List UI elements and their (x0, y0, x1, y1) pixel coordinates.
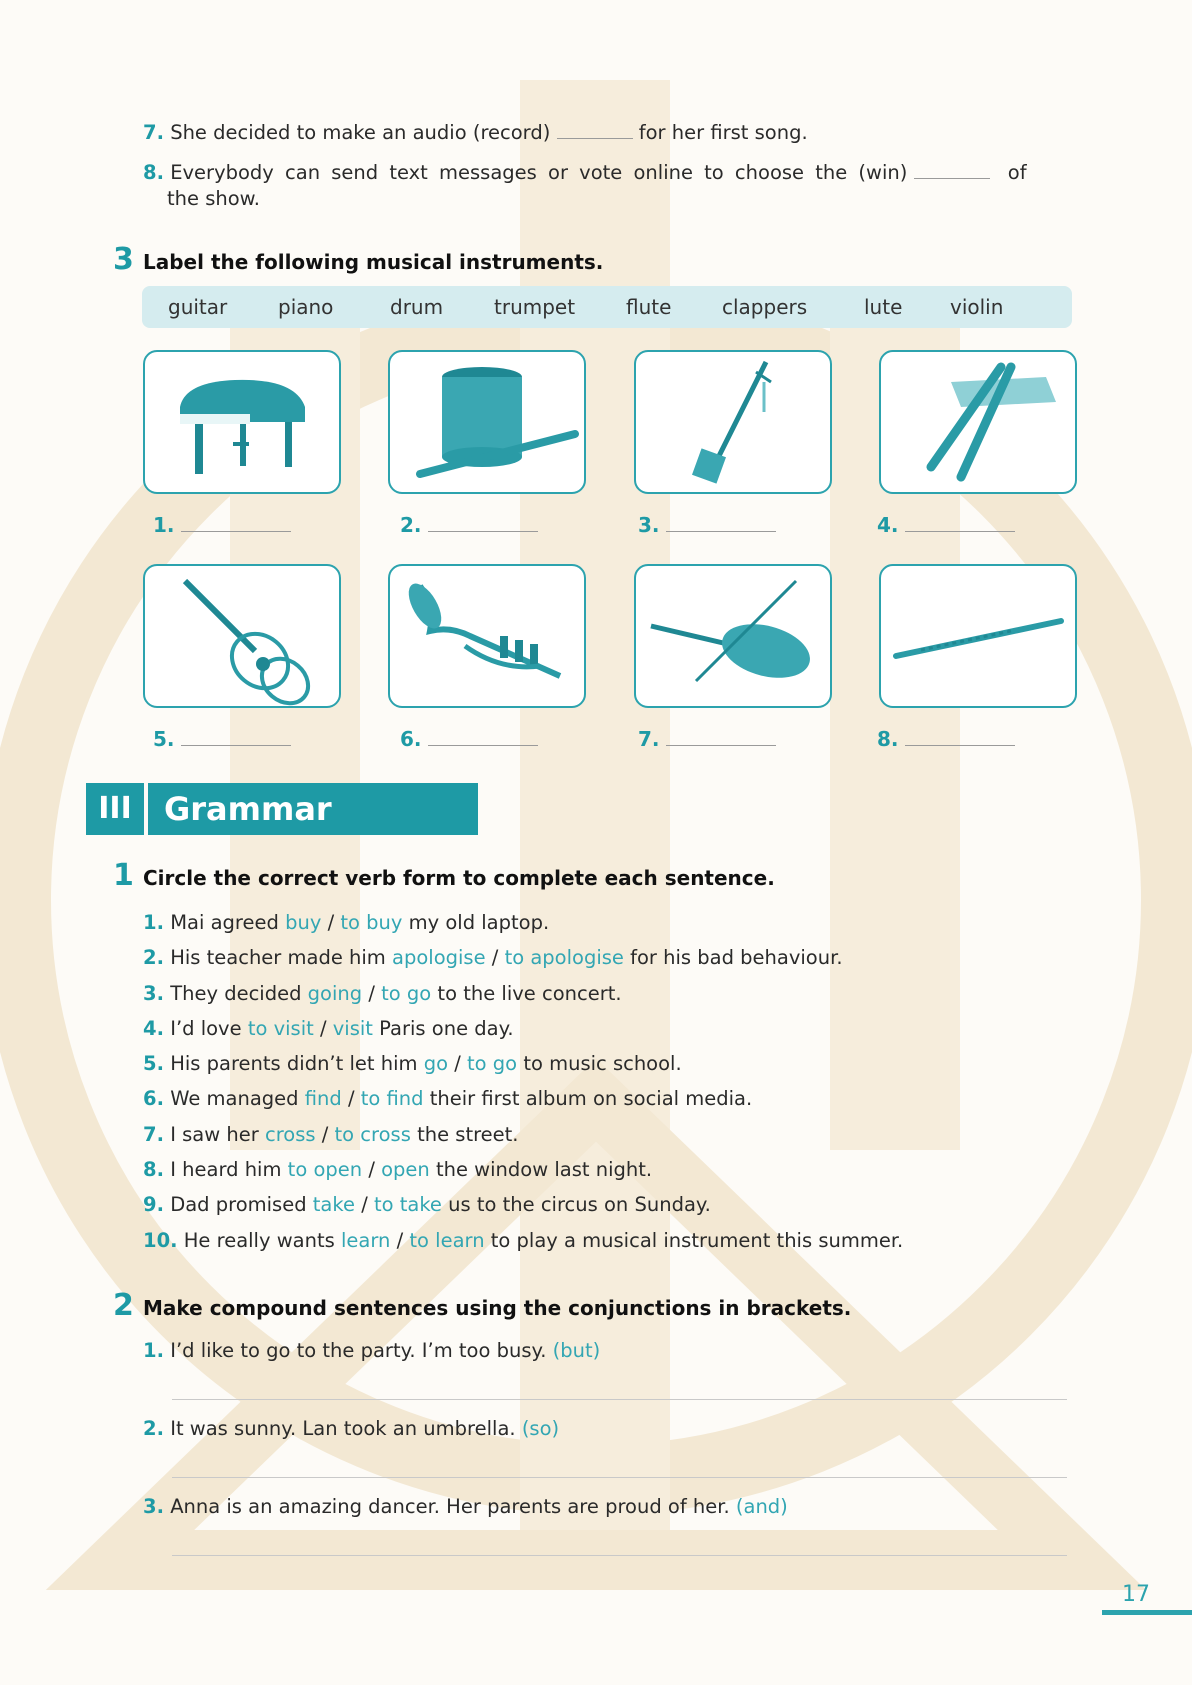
answer-blank[interactable] (181, 531, 291, 532)
item-text: Dad promised (170, 1193, 307, 1217)
item-text: I heard him (170, 1158, 282, 1182)
verb-option[interactable]: buy (285, 911, 322, 934)
verb-option[interactable]: to take (373, 1193, 442, 1217)
exercise-number: 1 (113, 858, 134, 893)
item-text: their first album on social media. (429, 1087, 753, 1111)
item-number: 4. (143, 1016, 164, 1040)
compound-item-2 (143, 1416, 559, 1442)
option-separator: / (347, 1087, 355, 1111)
word-bank-item: violin (950, 295, 1004, 319)
verb-option[interactable]: to open (287, 1158, 363, 1182)
word-bank-item: lute (864, 295, 903, 319)
item-text: to music school. (523, 1052, 682, 1076)
item-text: I saw her (170, 1122, 259, 1146)
word-bank-item: guitar (168, 295, 228, 319)
exercise-instruction: Label the following musical instruments. (143, 250, 604, 274)
option-separator: / (396, 1228, 404, 1252)
item-number: 5. (143, 1052, 164, 1076)
item-text: to play a musical instrument this summer. (490, 1228, 904, 1252)
word-bank-item: clappers (722, 295, 808, 319)
item-text: to the live concert. (437, 981, 622, 1005)
picture-box-8 (879, 564, 1077, 708)
item-text: the street. (417, 1122, 519, 1146)
list-item (143, 1157, 903, 1192)
grammar-2-heading (113, 1288, 852, 1323)
word-bank-item: flute (626, 295, 672, 319)
answer-blank[interactable] (428, 745, 538, 746)
verb-option[interactable]: learn (340, 1228, 391, 1252)
item-number: 8. (143, 1158, 164, 1182)
verb-option[interactable]: apologise (392, 946, 486, 970)
picture-box-7 (634, 564, 832, 708)
picture-box-3 (634, 350, 832, 494)
verb-option[interactable]: to cross (334, 1122, 411, 1146)
item-text: His teacher made him (170, 946, 386, 970)
verb-option[interactable]: open (381, 1158, 430, 1182)
list-item (143, 1192, 903, 1227)
label-1 (153, 513, 291, 537)
option-separator: / (327, 911, 335, 934)
grammar-1-heading (113, 858, 775, 893)
answer-blank[interactable] (181, 745, 291, 746)
item-text: It was sunny. Lan took an umbrella. (170, 1417, 516, 1440)
prev-item-8-cont: the show. (167, 187, 261, 210)
verb-option[interactable]: go (423, 1052, 449, 1076)
item-number: 10. (143, 1228, 178, 1252)
item-text: He really wants (183, 1228, 335, 1252)
item-text: my old laptop. (408, 911, 550, 934)
list-item (143, 1228, 903, 1263)
option-separator: / (321, 1122, 329, 1146)
item-text: She decided to make an audio (record) (170, 121, 551, 144)
option-separator: / (368, 1158, 375, 1182)
word-bank-item: piano (278, 295, 334, 319)
item-text: I’d like to go to the party. I’m too busy. (170, 1339, 547, 1362)
option-separator: / (319, 1016, 327, 1040)
section-title: Grammar (148, 783, 478, 835)
verb-option[interactable]: take (312, 1193, 355, 1217)
trumpet-icon (390, 566, 584, 706)
label-number: 5. (153, 727, 175, 751)
word-bank-item: trumpet (494, 295, 576, 319)
item-text: Mai agreed (170, 911, 279, 934)
option-separator: / (491, 946, 499, 970)
item-text: They decided (170, 981, 302, 1005)
item-text: of (1007, 161, 1027, 184)
item-number: 2. (143, 946, 164, 970)
item-text: I’d love (170, 1016, 242, 1040)
flute-icon (881, 566, 1075, 706)
answer-line-1[interactable] (172, 1399, 1067, 1400)
verb-option[interactable]: to find (360, 1087, 424, 1111)
clappers-icon (881, 352, 1075, 492)
list-item (143, 1086, 903, 1121)
item-number: 1. (143, 1339, 164, 1362)
verb-option[interactable]: to visit (247, 1016, 314, 1040)
answer-blank[interactable] (914, 178, 990, 179)
piano-icon (145, 352, 339, 492)
answer-blank[interactable] (666, 531, 776, 532)
label-3 (638, 513, 776, 537)
answer-blank[interactable] (428, 531, 538, 532)
label-number: 6. (400, 727, 422, 751)
verb-option[interactable]: cross (264, 1122, 316, 1146)
item-number: 9. (143, 1193, 164, 1217)
label-6 (400, 727, 538, 751)
item-text: us to the circus on Sunday. (448, 1193, 711, 1217)
option-separator: / (361, 1193, 368, 1217)
item-text: We managed (170, 1087, 299, 1111)
option-separator: / (454, 1052, 461, 1076)
list-item (143, 1122, 903, 1157)
list-item (143, 1016, 903, 1051)
drum-icon (390, 352, 584, 492)
guitar-icon (145, 566, 339, 706)
list-item (143, 1051, 903, 1086)
answer-blank[interactable] (905, 531, 1015, 532)
word-bank-item: drum (390, 295, 444, 319)
item-text: Everybody can send text messages or vote online to choose the (win) (170, 161, 908, 184)
label-5 (153, 727, 291, 751)
label-7 (638, 727, 776, 751)
verb-option[interactable]: to go (381, 981, 432, 1005)
label-4 (877, 513, 1015, 537)
label-number: 3. (638, 513, 660, 537)
label-8 (877, 727, 1015, 751)
compound-item-1 (143, 1338, 600, 1364)
label-number: 7. (638, 727, 660, 751)
option-separator: / (368, 981, 375, 1005)
item-text: for his bad behaviour. (630, 946, 843, 970)
grammar-1-list (143, 910, 903, 1263)
page-number: 17 (1122, 1582, 1150, 1607)
label-2 (400, 513, 538, 537)
label-number: 8. (877, 727, 899, 751)
picture-box-4 (879, 350, 1077, 494)
picture-box-6 (388, 564, 586, 708)
exercise-3-heading (113, 242, 604, 277)
exercise-number: 2 (113, 1288, 134, 1323)
answer-blank[interactable] (557, 138, 633, 139)
item-number: 3. (143, 1495, 164, 1518)
label-number: 2. (400, 513, 422, 537)
item-number: 8. (143, 161, 164, 184)
verb-option[interactable]: to buy (340, 911, 403, 934)
answer-blank[interactable] (905, 745, 1015, 746)
page-number-bar (1102, 1610, 1192, 1615)
item-number: 3. (143, 981, 164, 1005)
item-number: 2. (143, 1417, 164, 1440)
answer-line-3[interactable] (172, 1555, 1067, 1556)
section-banner (86, 783, 478, 835)
verb-option[interactable]: to apologise (504, 946, 624, 970)
violin-icon (636, 566, 830, 706)
prev-item-7 (143, 120, 808, 146)
item-text: Anna is an amazing dancer. Her parents are proud of her. (170, 1495, 730, 1518)
item-text: for her first song. (638, 121, 808, 144)
verb-option[interactable]: find (304, 1087, 342, 1111)
conjunction-hint: (so) (521, 1417, 560, 1440)
picture-box-2 (388, 350, 586, 494)
lute-icon (636, 352, 830, 492)
word-bank (142, 286, 1072, 328)
item-text: the window last night. (435, 1158, 653, 1182)
item-text: His parents didn’t let him (170, 1052, 418, 1076)
list-item (143, 981, 903, 1016)
section-roman-numeral: III (86, 783, 144, 835)
item-number: 7. (143, 121, 164, 144)
conjunction-hint: (and) (735, 1495, 788, 1518)
answer-line-2[interactable] (172, 1477, 1067, 1478)
item-number: 7. (143, 1122, 164, 1146)
exercise-instruction: Make compound sentences using the conjunctions in brackets. (143, 1296, 852, 1320)
conjunction-hint: (but) (552, 1339, 601, 1362)
list-item (143, 910, 903, 945)
verb-option[interactable]: going (307, 981, 363, 1005)
item-number: 6. (143, 1087, 164, 1111)
answer-blank[interactable] (666, 745, 776, 746)
prev-item-8 (143, 160, 1027, 186)
exercise-number: 3 (113, 242, 134, 277)
label-number: 4. (877, 513, 899, 537)
list-item (143, 945, 903, 980)
verb-option[interactable]: visit (332, 1016, 373, 1040)
exercise-instruction: Circle the correct verb form to complete each sentence. (143, 866, 775, 890)
verb-option[interactable]: to learn (409, 1228, 485, 1252)
compound-item-3 (143, 1494, 788, 1520)
picture-box-1 (143, 350, 341, 494)
item-text: Paris one day. (379, 1016, 514, 1040)
verb-option[interactable]: to go (467, 1052, 518, 1076)
label-number: 1. (153, 513, 175, 537)
picture-box-5 (143, 564, 341, 708)
item-number: 1. (143, 911, 164, 934)
